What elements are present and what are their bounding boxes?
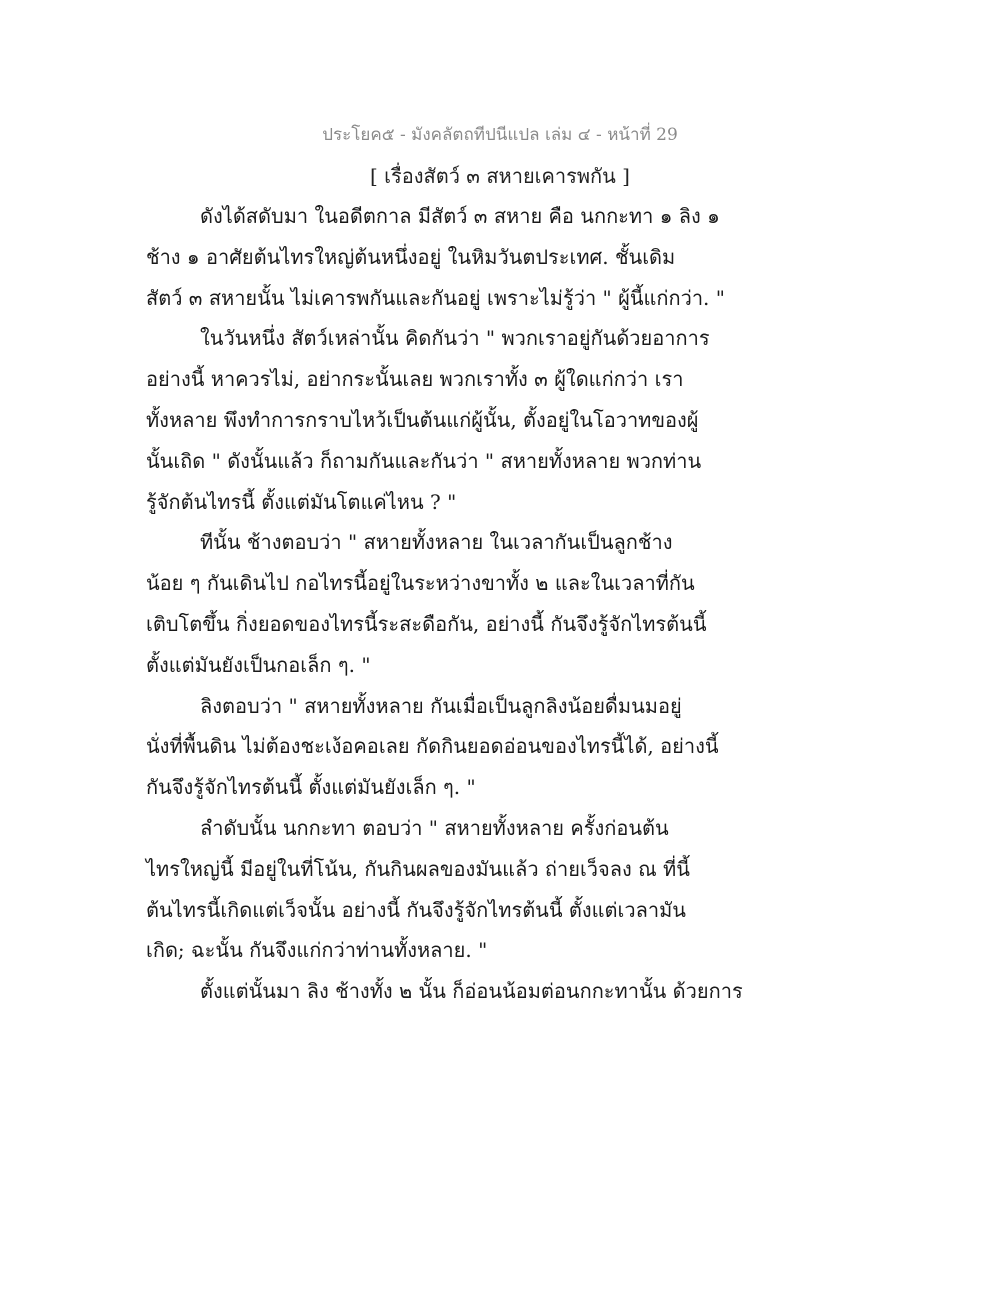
running-header: ประโยค๕ - มังคลัตถทีปนีแปล เล่ม ๔ - หน้าที่ 29 xyxy=(322,125,678,145)
text-line: นั่งที่พื้นดิน ไม่ต้องชะเง้อคอเลย กัดกินยอดอ่อนของไทรนี้ได้, อย่างนี้ xyxy=(146,734,719,759)
text-line: รู้จักต้นไทรนี้ ตั้งแต่มันโตแค่ไหน ? " xyxy=(146,489,457,514)
text-line: เติบโตขึ้น กิ่งยอดของไทรนี้ระสะดือกัน, อย่างนี้ กันจึงรู้จักไทรต้นนี้ xyxy=(146,611,707,636)
text-line: ตั้งแต่มันยังเป็นกอเล็ก ๆ. " xyxy=(146,652,371,677)
text-line: ทั้งหลาย พึงทำการกราบไหว้เป็นต้นแก่ผู้นั้น, ตั้งอยู่ในโอวาทของผู้ xyxy=(146,407,699,432)
text-line: ช้าง ๑ อาศัยต้นไทรใหญ่ต้นหนึ่งอยู่ ในหิมวันตประเทศ. ชั้นเดิม xyxy=(146,244,676,269)
text-line: ลิงตอบว่า " สหายทั้งหลาย กันเมื่อเป็นลูกลิงน้อยดื่มนมอยู่ xyxy=(200,693,682,718)
body-text xyxy=(146,196,743,1012)
text-line: ในวันหนึ่ง สัตว์เหล่านั้น คิดกันว่า " พวกเราอยู่กันด้วยอาการ xyxy=(200,326,710,351)
text-line: ดังได้สดับมา ในอดีตกาล มีสัตว์ ๓ สหาย คือ นกกะทา ๑ ลิง ๑ xyxy=(200,204,720,228)
text-line: น้อย ๆ กันเดินไป กอไทรนี้อยู่ในระหว่างขาทั้ง ๒ และในเวลาที่กัน xyxy=(146,571,695,596)
text-line: อย่างนี้ หาควรไม่, อย่ากระนั้นเลย พวกเราทั้ง ๓ ผู้ใดแก่กว่า เรา xyxy=(146,367,684,392)
text-line: ทีนั้น ช้างตอบว่า " สหายทั้งหลาย ในเวลากันเป็นลูกช้าง xyxy=(200,530,673,555)
text-line: เกิด; ฉะนั้น กันจึงแก่กว่าท่านทั้งหลาย. " xyxy=(146,938,488,963)
text-line: ไทรใหญ่นี้ มีอยู่ในที่โน้น, กันกินผลของมันแล้ว ถ่ายเว็จลง ณ ที่นี้ xyxy=(146,856,690,881)
text-line: ลำดับนั้น นกกะทา ตอบว่า " สหายทั้งหลาย ครั้งก่อนต้น xyxy=(200,815,669,840)
story-title: [ เรื่องสัตว์ ๓ สหายเคารพกัน ] xyxy=(370,164,630,188)
text-line: กันจึงรู้จักไทรต้นนี้ ตั้งแต่มันยังเล็ก ๆ. " xyxy=(146,775,476,800)
text-line: สัตว์ ๓ สหายนั้น ไม่เคารพกันและกันอยู่ เพราะไม่รู้ว่า " ผู้นี้แก่กว่า. " xyxy=(146,285,725,310)
text-line: ตั้งแต่นั้นมา ลิง ช้างทั้ง ๒ นั้น ก็อ่อนน้อมต่อนกกะทานั้น ด้วยการ xyxy=(200,979,743,1004)
text-line: ต้นไทรนี้เกิดแต่เว็จนั้น อย่างนี้ กันจึงรู้จักไทรต้นนี้ ตั้งแต่เวลามัน xyxy=(146,897,686,922)
text-line: นั้นเถิด " ดังนั้นแล้ว ก็ถามกันและกันว่า " สหายทั้งหลาย พวกท่าน xyxy=(146,448,702,473)
